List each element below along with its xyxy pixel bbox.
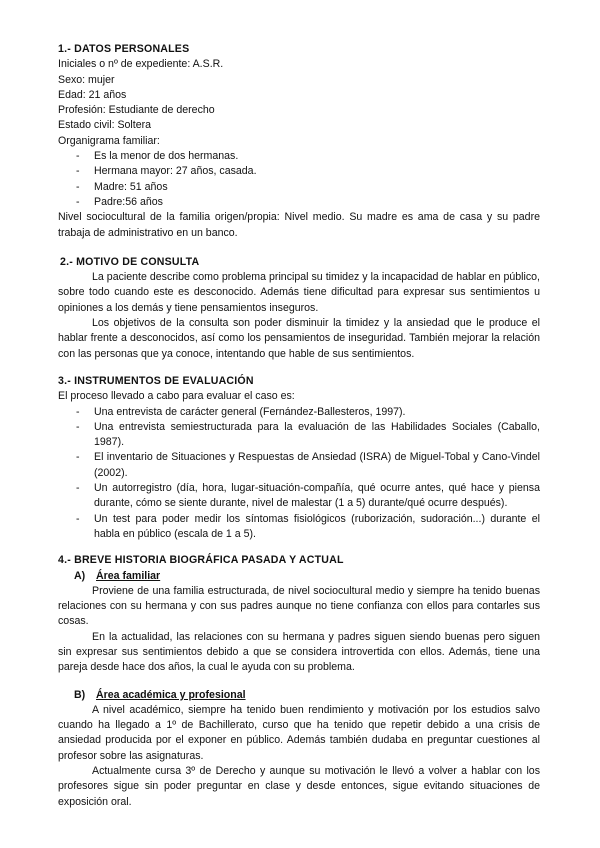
line-organigrama: Organigrama familiar:: [58, 134, 160, 147]
dash-bullet: -: [76, 482, 80, 495]
list-item-text: Un test para poder medir los síntomas fisiológicos (ruborización, sudoración...) durante el habla en público (escala de 1 a 5).: [94, 512, 540, 540]
familiar-paragraph-1: Proviene de una familia estructurada, de nivel sociocultural medio y siempre ha tenido buenas relaciones con su hermana y con sus padres aunque no tiene confianza con ellos para contarles sus cosas.: [58, 584, 540, 628]
list-item: [58, 180, 540, 195]
list-item-text: Un autorregistro (día, hora, lugar-situación-compañía, qué ocurre antes, qué hace y piensa durante, cómo se siente durante, nivel de malestar (1 a 5) durante/qué ocurre después).: [94, 482, 540, 510]
family-list: [58, 149, 540, 210]
list-item: [58, 512, 540, 543]
list-item-text: Padre:56 años: [94, 195, 163, 208]
list-item: [58, 405, 540, 420]
list-item: [58, 420, 540, 451]
heading-datos-personales: 1.- DATOS PERSONALES: [58, 43, 190, 55]
line-sexo: Sexo: mujer: [58, 73, 115, 86]
dash-bullet: -: [76, 420, 80, 433]
section-datos-personales: [58, 42, 540, 241]
instrumentos-list: [58, 405, 540, 543]
familiar-paragraph-2: En la actualidad, las relaciones con su hermana y padres siguen siendo buenas pero siguen sin expresar sus sentimientos debido a que se considera introvertida con ellos. Además, tiene una pareja desde hace dos años, la cual le ayuda con su problema.: [58, 630, 540, 674]
list-item-text: El inventario de Situaciones y Respuestas de Ansiedad (ISRA) de Miguel-Tobal y Cano-Vindel (2002).: [94, 451, 540, 479]
subheading-letter: A): [74, 569, 86, 582]
list-item-text: Es la menor de dos hermanas.: [94, 150, 239, 163]
academica-paragraph-2: Actualmente cursa 3º de Derecho y aunque su motivación le llevó a volver a hablar con los profesores sigue sin poder preguntar en clase y desde entonces, sigue evitando situaciones de exposición oral.: [58, 765, 540, 808]
academica-paragraph-1: A nivel académico, siempre ha tenido buen rendimiento y motivación por los estudios salvo cuando ha llegado a 1º de Bachillerato, curso que ha tenido que repetir debido a una crisis de ansiedad producida por el exponer en público. Además también dudaba en preguntar cuestiones al profesor sobre las asignaturas.: [58, 703, 540, 762]
dash-bullet: -: [76, 451, 80, 464]
dash-bullet: -: [76, 165, 80, 178]
dash-bullet: -: [76, 180, 80, 193]
dash-bullet: -: [76, 512, 80, 525]
list-item: [58, 164, 540, 179]
list-item-text: Una entrevista semiestructurada para la evaluación de las Habilidades Sociales (Caballo, 1987).: [94, 420, 540, 449]
dash-bullet: -: [76, 195, 80, 208]
list-item-text: Hermana mayor: 27 años, casada.: [94, 165, 257, 178]
heading-historia-biografica: 4.- BREVE HISTORIA BIOGRÁFICA PASADA Y ACTUAL: [58, 554, 344, 567]
list-item: [58, 481, 540, 512]
subheading-title: Área familiar: [96, 569, 161, 582]
list-item: [58, 195, 540, 210]
subheading-area-familiar: [58, 569, 540, 584]
line-profesion: Profesión: Estudiante de derecho: [58, 104, 215, 117]
motivo-paragraph-2: Los objetivos de la consulta son poder disminuir la timidez y la ansiedad que le produce el hablar frente a desconocidos, así como los pensamientos de inseguridad. También mejorar la relación con las personas que ya conoce, intentando que hable de sus sentimientos.: [58, 317, 540, 360]
motivo-paragraph-1: La paciente describe como problema principal su timidez y la incapacidad de hablar en público, sobre todo cuando este es desconocido. Además tiene dificultad para expresar sus sentimientos u opiniones a los demás y tiene pensamientos inseguros.: [58, 271, 540, 314]
section-motivo-consulta: [58, 255, 540, 362]
dash-bullet: -: [76, 150, 80, 163]
list-item: [58, 149, 540, 164]
section-historia-biografica: [58, 553, 540, 810]
list-item-text: Una entrevista de carácter general (Fernández-Ballesteros, 1997).: [94, 405, 406, 418]
line-edad: Edad: 21 años: [58, 88, 127, 101]
section-instrumentos: [58, 374, 540, 542]
subheading-area-academica: [58, 688, 540, 703]
subheading-title: Área académica y profesional: [96, 688, 246, 701]
nivel-sociocultural: Nivel sociocultural de la familia origen/propia: Nivel medio. Su madre es ama de casa y su padre trabaja de administrativo en un banco.: [58, 211, 540, 239]
line-estado-civil: Estado civil: Soltera: [58, 119, 152, 132]
list-item-text: Madre: 51 años: [94, 180, 168, 193]
list-item: [58, 450, 540, 481]
line-expediente: Iniciales o nº de expediente: A.S.R.: [58, 58, 224, 71]
heading-motivo-consulta: 2.- MOTIVO DE CONSULTA: [60, 255, 200, 268]
instrumentos-intro: El proceso llevado a cabo para evaluar el caso es:: [58, 390, 295, 403]
heading-instrumentos: 3.- INSTRUMENTOS DE EVALUACIÓN: [58, 374, 254, 387]
subheading-letter: B): [74, 688, 86, 701]
dash-bullet: -: [76, 405, 80, 418]
